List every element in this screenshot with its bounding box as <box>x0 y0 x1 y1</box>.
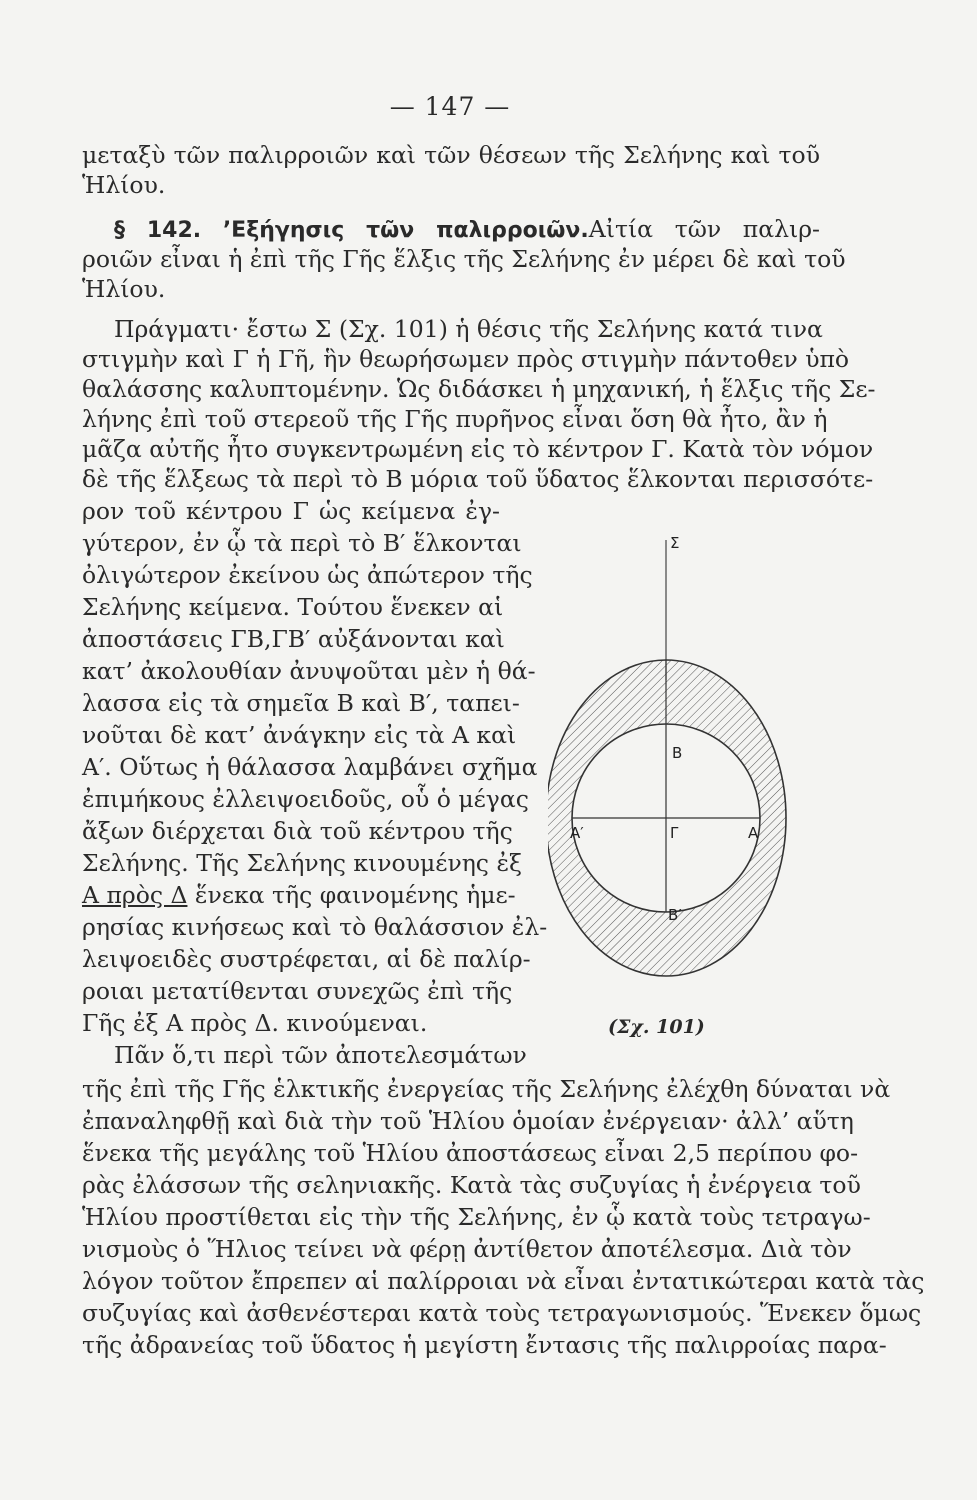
text-line: λειψοειδὲς συστρέφεται, αἱ δὲ παλίρ- <box>82 945 531 973</box>
label-b-prime: Β′ <box>668 906 682 924</box>
underlined-phrase: Α πρὸς Δ <box>82 881 188 909</box>
text-line: Ἡλίου. <box>82 171 166 199</box>
text-line: ἐπιμήκους ἐλλειψοειδοῦς, οὗ ὁ μέγας <box>82 785 529 813</box>
label-gamma: Γ <box>670 824 679 842</box>
text-line: θαλάσσης καλυπτομένην. Ὡς διδάσκει ἡ μηχανική, ἡ ἕλξις τῆς Σε- <box>82 375 876 403</box>
text-line: νισμοὺς ὁ Ἥλιος τείνει νὰ φέρῃ ἀντίθετον ἀποτέλεσμα. Διὰ τὸν <box>82 1235 852 1263</box>
text-line: ἄξων διέρχεται διὰ τοῦ κέντρου τῆς <box>82 817 513 845</box>
text-line: δὲ τῆς ἕλξεως τὰ περὶ τὸ Β μόρια τοῦ ὕδατος ἕλκονται περισσότε- <box>82 465 874 493</box>
text-line: τῆς ἀδρανείας τοῦ ὕδατος ἡ μεγίστη ἔντασις τῆς παλιρροίας παρα- <box>82 1331 887 1359</box>
text-line: λήνης ἐπὶ τοῦ στερεοῦ τῆς Γῆς πυρῆνος εἶναι ὅση θὰ ἦτο, ἂν ἡ <box>82 405 828 433</box>
text-line: λόγον τοῦτον ἔπρεπεν αἱ παλίρροιαι νὰ εἶναι ἐντατικώτεραι κατὰ τὰς <box>82 1267 925 1295</box>
text-line: ἀποστάσεις ΓΒ,ΓΒ′ αὐξάνονται καὶ <box>82 625 505 653</box>
page-number: — 147 — <box>389 92 511 121</box>
text-line: Σελήνης κείμενα. Τούτου ἕνεκεν αἱ <box>82 593 504 621</box>
text-line: Πράγματι· ἔστω Σ (Σχ. 101) ἡ θέσις τῆς Σελήνης κατά τινα <box>114 315 823 343</box>
text-line: ρον τοῦ κέντρου Γ ὡς κείμενα ἐγ- <box>82 497 500 525</box>
text-line: ἕνεκα τῆς μεγάλης τοῦ Ἡλίου ἀποστάσεως εἶναι 2,5 περίπου φο- <box>82 1139 859 1167</box>
section-number: § 142. <box>114 218 202 243</box>
text-line: κατ’ ἀκολουθίαν ἀνυψοῦται μὲν ἡ θά- <box>82 657 536 685</box>
label-sigma: Σ <box>670 534 680 552</box>
text-line: Σελήνης. Τῆς Σελήνης κινουμένης ἐξ <box>82 849 522 877</box>
text-line: γύτερον, ἐν ᾧ τὰ περὶ τὸ Β′ ἕλκονται <box>82 529 522 557</box>
text-line: Γῆς ἐξ Α πρὸς Δ. κινούμεναι. <box>82 1009 428 1037</box>
text-line: Α πρὸς Δ ἕνεκα τῆς φαινομένης ἡμε- <box>82 881 516 909</box>
text-line: τῆς ἐπὶ τῆς Γῆς ἑλκτικῆς ἐνεργείας τῆς Σελήνης ἐλέχθη δύναται νὰ <box>82 1075 891 1103</box>
text-line: ρὰς ἐλάσσων τῆς σεληνιακῆς. Κατὰ τὰς συζυγίας ἡ ἐνέργεια τοῦ <box>82 1171 861 1199</box>
text-line: μεταξὺ τῶν παλιρροιῶν καὶ τῶν θέσεων τῆς Σελήνης καὶ τοῦ <box>82 141 820 169</box>
text-line: νοῦται δὲ κατ’ ἀνάγκην εἰς τὰ Α καὶ <box>82 721 517 749</box>
text-line: λασσα εἰς τὰ σημεῖα Β καὶ Β′, ταπει- <box>82 689 520 717</box>
text-line: στιγμὴν καὶ Γ ἡ Γῆ, ἣν θεωρήσωμεν πρὸς στιγμὴν πάντοθεν ὑπὸ <box>82 345 850 373</box>
text-line: μᾶζα αὐτῆς ἦτο συγκεντρωμένη εἰς τὸ κέντρον Γ. Κατὰ τὸν νόμον <box>82 435 874 463</box>
text-line: Α′. Οὕτως ἡ θάλασσα λαμβάνει σχῆμα <box>82 753 538 781</box>
text-line: ροιαι μετατίθενται συνεχῶς ἐπὶ τῆς <box>82 977 513 1005</box>
section-heading-line <box>82 214 820 246</box>
label-b: Β <box>672 744 683 762</box>
figure-caption: (Σχ. 101) <box>608 1016 705 1038</box>
text-line: ροιῶν εἶναι ἡ ἐπὶ τῆς Γῆς ἕλξις τῆς Σελήνης ἐν μέρει δὲ καὶ τοῦ <box>82 245 846 273</box>
text-line: ὀλιγώτερον ἐκείνου ὡς ἀπώτερον τῆς <box>82 561 533 589</box>
text-line: συζυγίας καὶ ἀσθενέστεραι κατὰ τοὺς τετραγωνισμούς. Ἕνεκεν ὅμως <box>82 1299 922 1327</box>
label-a: Α <box>748 824 759 842</box>
text-line: ρησίας κινήσεως καὶ τὸ θαλάσσιον ἐλ- <box>82 913 548 941</box>
text-line: Ἡλίου. <box>82 275 166 303</box>
label-a-prime: Α′ <box>570 824 584 842</box>
text-line: Ἡλίου προστίθεται εἰς τὴν τῆς Σελήνης, ἐν ᾧ κατὰ τοὺς τετραγω- <box>82 1203 871 1231</box>
tidal-ellipsoid-diagram <box>548 520 788 1050</box>
text-line: ἐπαναληφθῇ καὶ διὰ τὴν τοῦ Ἡλίου ὁμοίαν ἐνέργειαν· ἀλλ’ αὕτη <box>82 1107 854 1135</box>
text-line: Αἰτία τῶν παλιρ- <box>588 215 820 243</box>
text-line: Πᾶν ὅ,τι περὶ τῶν ἀποτελεσμάτων <box>114 1041 527 1069</box>
section-title: ’Εξήγησις τῶν παλιρροιῶν. <box>222 218 589 243</box>
